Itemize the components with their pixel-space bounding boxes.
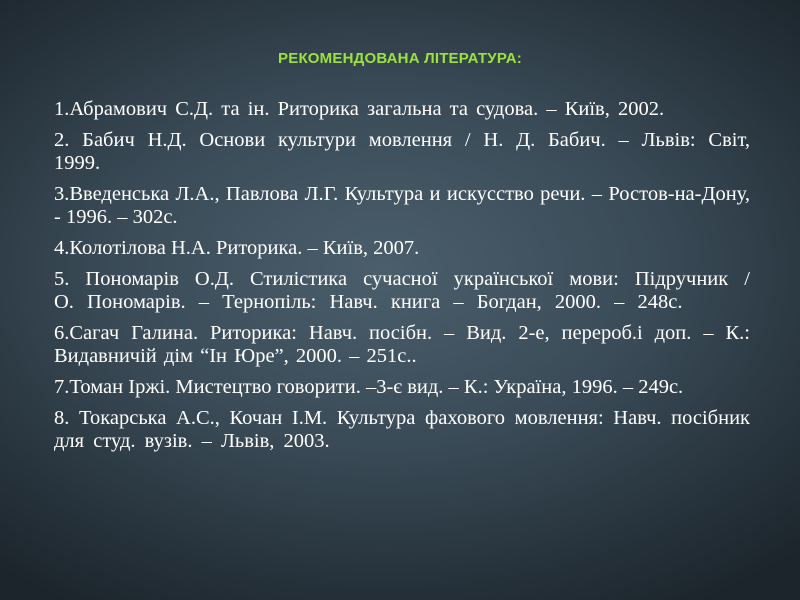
reference-item-1: 1.Абрамович С.Д. та ін. Риторика загальна та судова. – Київ, 2002. (54, 98, 665, 120)
reference-item-6: 6.Сагач Галина. Риторика: Навч. посібн. – Вид. 2-е, перероб.і доп. – К.: Видавничій дім “Ін Юре”, 2000. – 251с.. (54, 322, 750, 367)
reference-list (54, 98, 750, 461)
reference-item-3: 3.Введенська Л.А., Павлова Л.Г. Культура и искусство речи. – Ростов-на-Дону, - 1996. – 302с. (54, 183, 750, 228)
reference-item-4: 4.Колотілова Н.А. Риторика. – Київ, 2007. (54, 237, 420, 259)
reference-item-7: 7.Томан Іржі. Мистецтво говорити. –3-є вид. – К.: Україна, 1996. – 249с. (54, 376, 684, 398)
reference-item-5: 5. Пономарів О.Д. Стилістика сучасної української мови: Підручник / О. Пономарів. – Тернопіль: Навч. книга – Богдан, 2000. – 248с. (54, 268, 750, 313)
reference-item-2: 2. Бабич Н.Д. Основи культури мовлення / Н. Д. Бабич. – Львів: Світ, 1999. (54, 129, 750, 174)
slide-title: РЕКОМЕНДОВАНА ЛІТЕРАТУРА: (278, 50, 522, 67)
reference-item-8: 8. Токарська А.С., Кочан І.М. Культура фахового мовлення: Навч. посібник для студ. вузів. – Львів, 2003. (54, 407, 750, 452)
